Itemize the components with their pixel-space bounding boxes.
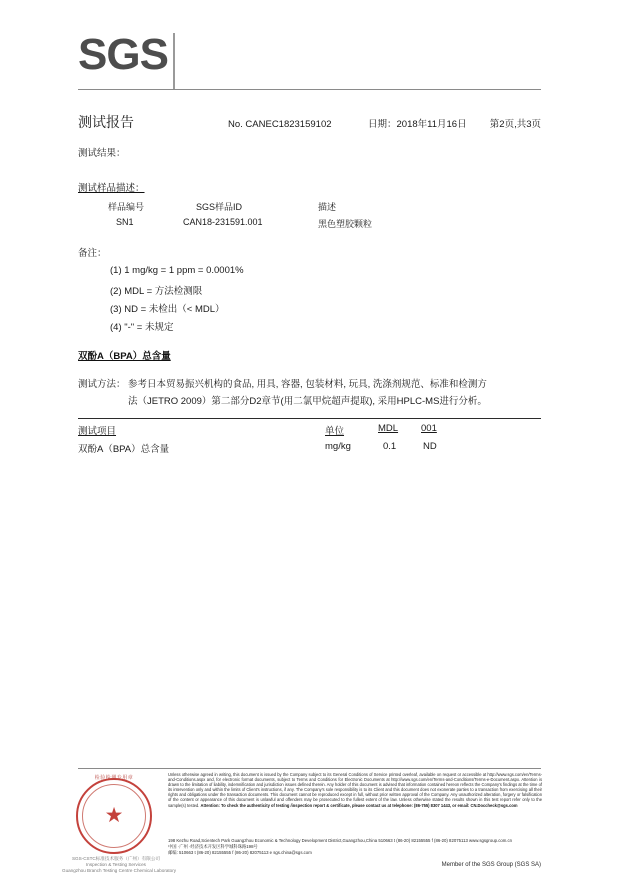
result-column-unit: 单位 <box>325 426 345 437</box>
table-row-sample-no: SN1 <box>116 217 134 227</box>
sample-description-table <box>78 200 541 232</box>
column-header-sample-no: 样品编号 <box>108 202 145 212</box>
stamp-label-3: Guangzhou Branch Testing Centre Chemical Laboratory <box>62 868 177 873</box>
address-chinese: 中国 ·广州 ·经济技术开发区科学城科珠路198号 <box>168 844 258 850</box>
note-item-3: (3) ND = 未检出（< MDL） <box>110 304 225 315</box>
address-chinese-contact: 邮编: 510663 t (86-20) 82155555 f (86-20) 82075113 e sgs.china@sgs.com <box>168 850 312 856</box>
column-header-description: 描述 <box>318 202 337 212</box>
stamp-label-1: SGS-CSTC标准技术服务（广州）有限公司 <box>71 856 161 861</box>
method-label: 测试方法： <box>78 379 126 390</box>
sgs-logo-text: SGS <box>78 30 168 79</box>
table-row-sgs-id: CAN18-231591.001 <box>183 217 263 227</box>
result-row-mdl: 0.1 <box>383 441 397 452</box>
footer-legal-text <box>168 772 542 808</box>
note-item-2: (2) MDL = 方法检测限 <box>110 286 203 297</box>
sgs-logo <box>78 32 178 84</box>
table-row-description: 黑色塑胶颗粒 <box>318 219 373 229</box>
column-header-sgs-id: SGS样品ID <box>196 202 243 212</box>
header-divider <box>78 89 541 90</box>
footer-address <box>168 838 542 857</box>
result-row-unit: mg/kg <box>325 441 351 452</box>
page-indicator: 第2页,共3页 <box>489 119 541 130</box>
page-title: 测试报告 <box>78 114 134 130</box>
report-date: 日期：2018年11月16日 <box>368 119 467 130</box>
report-title-row <box>78 112 541 132</box>
address-english: 198 Kezhu Road,Scientech Park Guangzhou Economic & Technology Development District,Guangzhou,China 510663 t (86-20) 82155555 f (86-20) 82075113 www.sgsgroup.com.cn <box>168 838 513 843</box>
result-row-value: ND <box>423 441 437 452</box>
result-column-001: 001 <box>421 423 437 434</box>
logo-divider-tick <box>173 33 175 89</box>
result-row-item: 双酚A（BPA）总含量 <box>78 444 170 455</box>
bpa-section-heading: 双酚A（BPA）总含量 <box>78 351 171 362</box>
report-number: No. CANEC1823159102 <box>228 119 332 130</box>
footer-divider <box>78 768 541 769</box>
method-line-1: 参考日本贸易振兴机构的食品, 用具, 容器, 包装材料, 玩具, 洗涤剂规范、标准和检测方 <box>128 379 487 390</box>
legal-attention: Attention: To check the authenticity of testing /inspection report & certificate, please contact us at telephone: (86-755) 8307 1443, or email: CN.Doccheck@sgs.com <box>200 802 518 808</box>
result-column-item: 测试项目 <box>78 426 117 437</box>
legal-paragraph: Unless otherwise agreed in writing, this document is issued by the Company subject to its General Conditions of Service printed overleaf, available on request or accessible at http://www.sgs.com/en/Terms-and-Conditions.aspx and, for electronic format documents, subject to Terms and Conditions for Electronic Documents at http://www.sgs.com/en/Terms-and-Conditions/Terms-e-Document.aspx. Attention is drawn to the limitation of liability, indemnification and jurisdiction issues defined therein. Any holder of this document is advised that information contained hereon reflects the Company's findings at the time of its intervention only and within the limits of Client's instructions, if any. The Company's sole responsibility is to its Client and this document does not exonerate parties to a transaction from exercising all their rights and obligations under the transaction documents. This document cannot be reproduced except in full, without prior written approval of the Company. Any unauthorized alteration, forgery or falsification of the content or appearance of this document is unlawful and offenders may be prosecuted to the fullest extent of the law. Unless otherwise stated the results shown in this test report refer only to the sample(s) tested. <box>168 772 542 808</box>
note-item-4: (4) "-" = 未规定 <box>110 322 174 333</box>
results-label: 测试结果： <box>78 148 126 159</box>
stamp-chinese-text: 检验检测专用章 <box>94 775 134 781</box>
footer-member-text: Member of the SGS Group (SGS SA) <box>441 862 541 868</box>
star-icon: ★ <box>104 804 124 827</box>
company-stamp <box>62 772 177 873</box>
result-table-top-rule <box>78 418 541 419</box>
stamp-label-2: Inspection & Testing Services <box>86 862 146 867</box>
method-line-2: 法（JETRO 2009）第二部分D2章节(用二氯甲烷超声提取), 采用HPLC-MS进行分析。 <box>128 396 487 407</box>
sample-description-heading: 测试样品描述： <box>78 183 145 194</box>
notes-heading: 备注： <box>78 248 107 259</box>
note-item-1: (1) 1 mg/kg = 1 ppm = 0.0001% <box>110 265 244 276</box>
result-column-mdl: MDL <box>378 423 399 434</box>
